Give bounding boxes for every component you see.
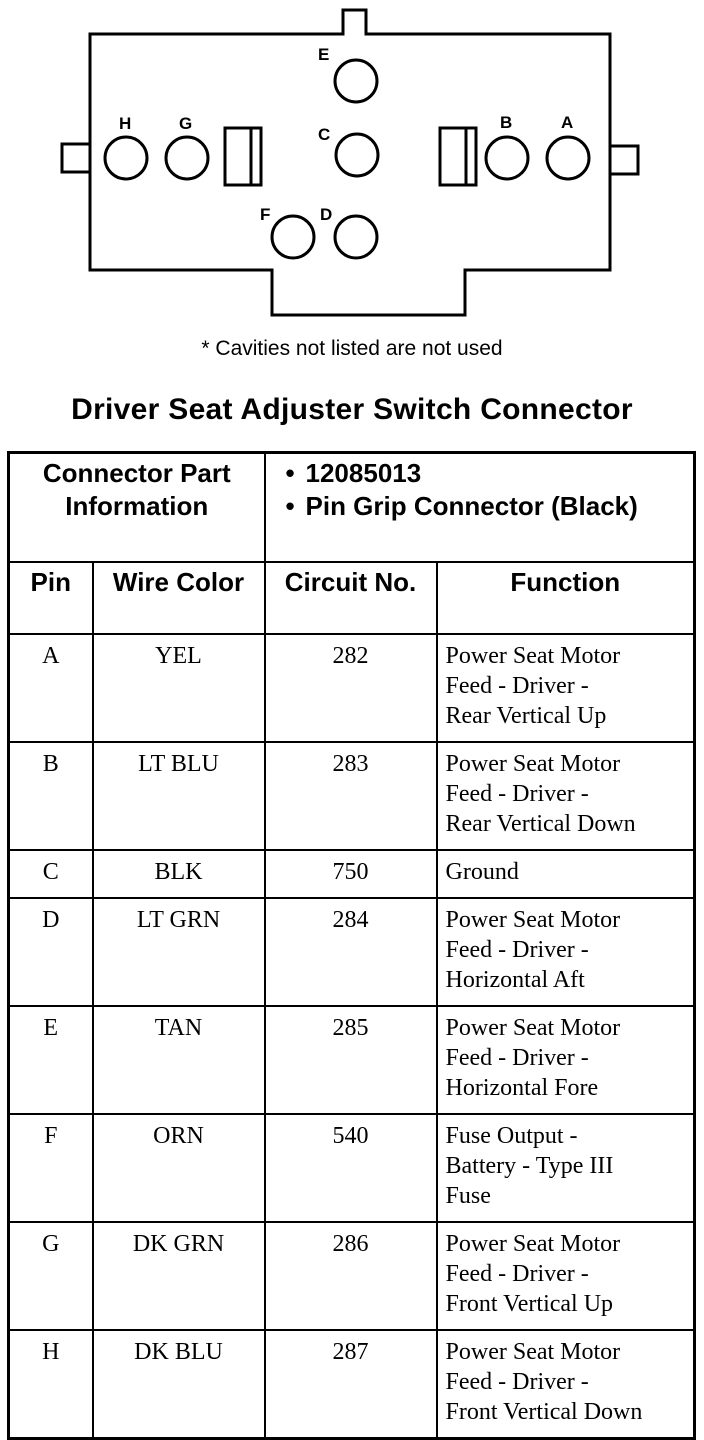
- wire-color-cell: TAN: [93, 1006, 265, 1114]
- right-latch-slot: [440, 128, 476, 185]
- function-line: Feed - Driver -: [445, 781, 589, 807]
- pin-label-c: C: [318, 125, 331, 144]
- part-number: • 12085013: [306, 457, 694, 490]
- cavity-g: [166, 137, 208, 179]
- pin-cell: H: [9, 1330, 93, 1439]
- function-cell: [437, 1006, 695, 1114]
- connector-info-values: [265, 453, 695, 563]
- function-cell: [437, 898, 695, 1006]
- circuit-cell: 286: [265, 1222, 437, 1330]
- pin-cell: G: [9, 1222, 93, 1330]
- connector-info-label: Connector Part Information: [9, 453, 265, 563]
- function-line: Fuse Output -: [445, 1123, 578, 1149]
- pin-label-f: F: [260, 205, 271, 224]
- cavity-a: [547, 137, 589, 179]
- function-line: Front Vertical Down: [445, 1399, 643, 1425]
- left-tab: [62, 144, 90, 172]
- pin-label-d: D: [320, 205, 333, 224]
- cavity-h: [105, 137, 147, 179]
- wire-color-cell: DK GRN: [93, 1222, 265, 1330]
- wire-color-cell: DK BLU: [93, 1330, 265, 1439]
- table-row: [9, 1006, 695, 1114]
- column-header-circuit: Circuit No.: [265, 562, 437, 634]
- pin-cell: A: [9, 634, 93, 742]
- column-header-function: Function: [437, 562, 695, 634]
- function-cell: [437, 634, 695, 742]
- function-cell: [437, 742, 695, 850]
- circuit-cell: 540: [265, 1114, 437, 1222]
- pin-cell: D: [9, 898, 93, 1006]
- connector-type: • Pin Grip Connector (Black): [306, 490, 694, 523]
- function-line: Rear Vertical Up: [445, 703, 607, 729]
- function-cell: [437, 850, 695, 898]
- cavity-c: [336, 134, 378, 176]
- cavity-e: [335, 60, 377, 102]
- circuit-cell: 750: [265, 850, 437, 898]
- table-row: [9, 634, 695, 742]
- function-line: Battery - Type III: [445, 1153, 614, 1179]
- function-cell: [437, 1222, 695, 1330]
- pin-label-h: H: [119, 114, 132, 133]
- circuit-cell: 285: [265, 1006, 437, 1114]
- function-line: Power Seat Motor: [445, 643, 621, 669]
- function-cell: [437, 1114, 695, 1222]
- table-row: [9, 742, 695, 850]
- circuit-cell: 284: [265, 898, 437, 1006]
- function-line: Feed - Driver -: [445, 673, 589, 699]
- column-header-pin: Pin: [9, 562, 93, 634]
- function-line: Front Vertical Up: [445, 1291, 614, 1317]
- page-title: Driver Seat Adjuster Switch Connector: [71, 393, 633, 426]
- left-latch-slot: [225, 128, 261, 185]
- wire-color-cell: LT GRN: [93, 898, 265, 1006]
- function-line: Feed - Driver -: [445, 937, 589, 963]
- connector-table: [7, 451, 696, 1440]
- function-line: Power Seat Motor: [445, 1231, 621, 1257]
- cavities-note: * Cavities not listed are not used: [201, 337, 503, 360]
- connector-diagram: [0, 0, 704, 330]
- function-line: Power Seat Motor: [445, 1339, 621, 1365]
- connector-info-row: [9, 453, 695, 563]
- pin-cell: F: [9, 1114, 93, 1222]
- pin-label-g: G: [179, 114, 193, 133]
- function-cell: [437, 1330, 695, 1439]
- table-row: [9, 1222, 695, 1330]
- function-line: Feed - Driver -: [445, 1045, 589, 1071]
- function-line: Horizontal Fore: [445, 1075, 599, 1101]
- function-line: Fuse: [445, 1183, 491, 1209]
- table-row: [9, 898, 695, 1006]
- pin-label-e: E: [318, 45, 330, 64]
- table-row: [9, 1114, 695, 1222]
- column-header-wire-color: Wire Color: [93, 562, 265, 634]
- wire-color-cell: LT BLU: [93, 742, 265, 850]
- function-line: Power Seat Motor: [445, 1015, 621, 1041]
- pin-cell: C: [9, 850, 93, 898]
- cavity-f: [272, 216, 314, 258]
- function-line: Horizontal Aft: [445, 967, 585, 993]
- pin-label-b: B: [500, 113, 513, 132]
- right-tab: [610, 146, 638, 174]
- cavity-d: [335, 216, 377, 258]
- circuit-cell: 287: [265, 1330, 437, 1439]
- column-header-row: [9, 562, 695, 634]
- function-line: Power Seat Motor: [445, 907, 621, 933]
- cavity-b: [486, 137, 528, 179]
- pin-cell: B: [9, 742, 93, 850]
- table-row: [9, 1330, 695, 1439]
- function-line: Feed - Driver -: [445, 1261, 589, 1287]
- table-row: [9, 850, 695, 898]
- function-line: Rear Vertical Down: [445, 811, 636, 837]
- wire-color-cell: YEL: [93, 634, 265, 742]
- function-line: Power Seat Motor: [445, 751, 621, 777]
- wire-color-cell: ORN: [93, 1114, 265, 1222]
- function-line: Ground: [445, 859, 519, 885]
- circuit-cell: 282: [265, 634, 437, 742]
- pin-cell: E: [9, 1006, 93, 1114]
- circuit-cell: 283: [265, 742, 437, 850]
- function-line: Feed - Driver -: [445, 1369, 589, 1395]
- pin-label-a: A: [561, 113, 574, 132]
- wire-color-cell: BLK: [93, 850, 265, 898]
